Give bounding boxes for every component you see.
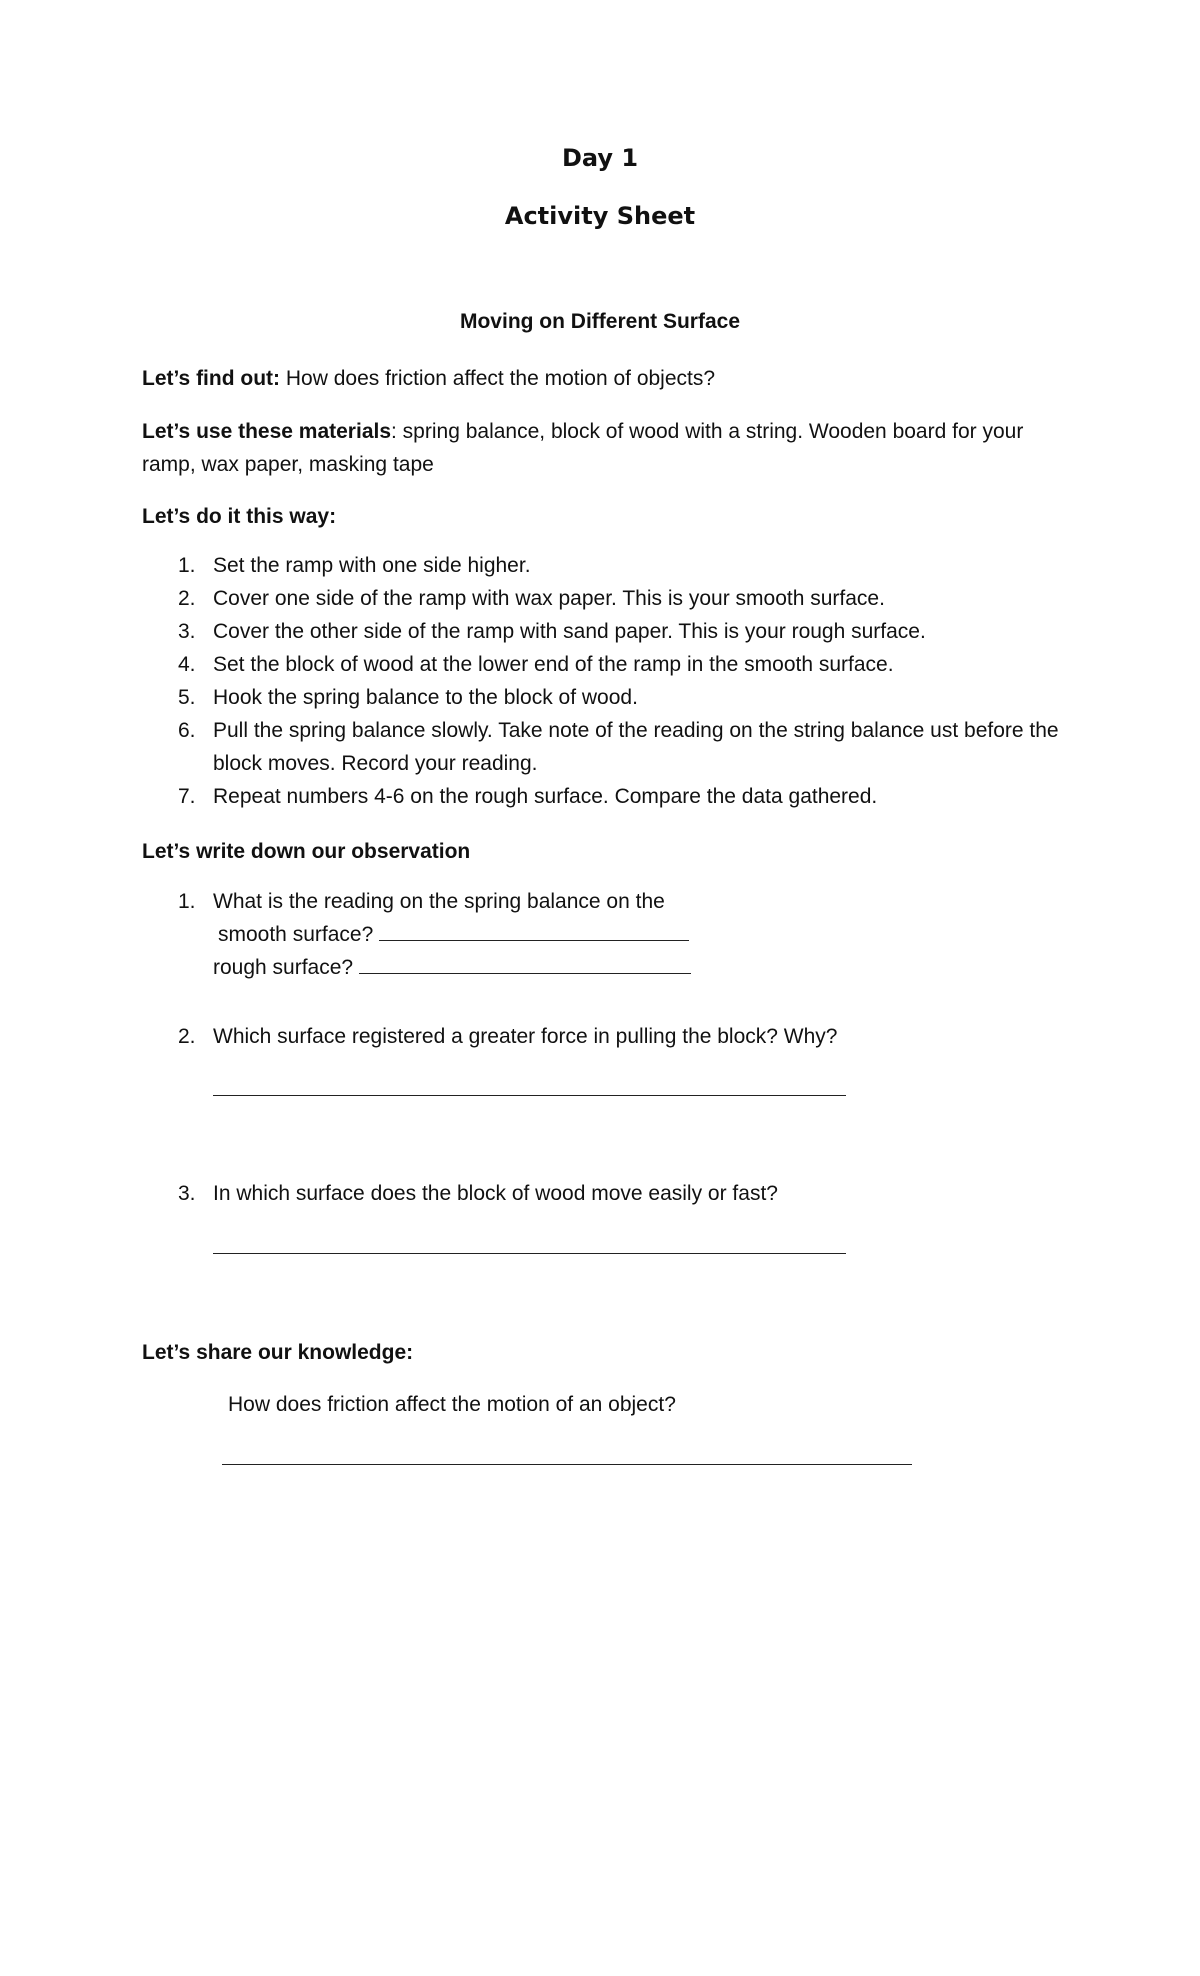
list-item: 6. Pull the spring balance slowly. Take note of the reading on the string balance ust before the block moves. Record your reading. xyxy=(178,719,1059,775)
list-item: 4. Set the block of wood at the lower end of the ramp in the smooth surface. xyxy=(178,653,894,676)
observation-question-1: 1. What is the reading on the spring balance on the smooth surface? rough surface? xyxy=(142,885,1062,984)
question-3-answer-line[interactable] xyxy=(213,1253,846,1254)
list-item: 1. Set the ramp with one side higher. xyxy=(178,554,531,577)
smooth-surface-label: smooth surface? xyxy=(218,923,374,946)
find-out-text: How does friction affect the motion of objects? xyxy=(280,367,716,390)
materials-paragraph xyxy=(142,415,1062,481)
share-heading: Let’s share our knowledge: xyxy=(142,1341,414,1364)
question-2-answer-line[interactable] xyxy=(213,1095,846,1096)
observation-heading: Let’s write down our observation xyxy=(142,840,471,863)
activity-subtitle: Moving on Different Surface xyxy=(459,310,741,333)
rough-surface-label: rough surface? xyxy=(213,956,354,979)
share-question: How does friction affect the motion of an object? xyxy=(228,1393,676,1416)
share-answer-line[interactable] xyxy=(222,1464,912,1465)
smooth-surface-answer-line[interactable] xyxy=(379,918,689,941)
list-item: 3. Cover the other side of the ramp with sand paper. This is your rough surface. xyxy=(178,620,926,643)
day-title: Day 1 xyxy=(561,144,639,172)
find-out-label: Let’s find out: xyxy=(142,367,281,390)
observation-question-3: 3. In which surface does the block of wood move easily or fast? xyxy=(178,1182,778,1205)
list-item: 2. Cover one side of the ramp with wax paper. This is your smooth surface. xyxy=(178,587,885,610)
procedure-steps-list xyxy=(142,549,1062,813)
find-out-paragraph xyxy=(142,362,1062,395)
procedure-heading: Let’s do it this way: xyxy=(142,505,337,528)
rough-surface-answer-line[interactable] xyxy=(359,951,691,974)
materials-text: : spring balance, block of wood with a string. Wooden board for your ramp, wax paper, masking tape xyxy=(142,420,1024,476)
list-item: 5. Hook the spring balance to the block of wood. xyxy=(178,686,638,709)
materials-label: Let’s use these materials xyxy=(142,420,392,443)
list-item: 7. Repeat numbers 4-6 on the rough surface. Compare the data gathered. xyxy=(178,785,878,808)
observation-question-2: 2. Which surface registered a greater force in pulling the block? Why? xyxy=(178,1025,838,1048)
sheet-title: Activity Sheet xyxy=(504,202,696,230)
